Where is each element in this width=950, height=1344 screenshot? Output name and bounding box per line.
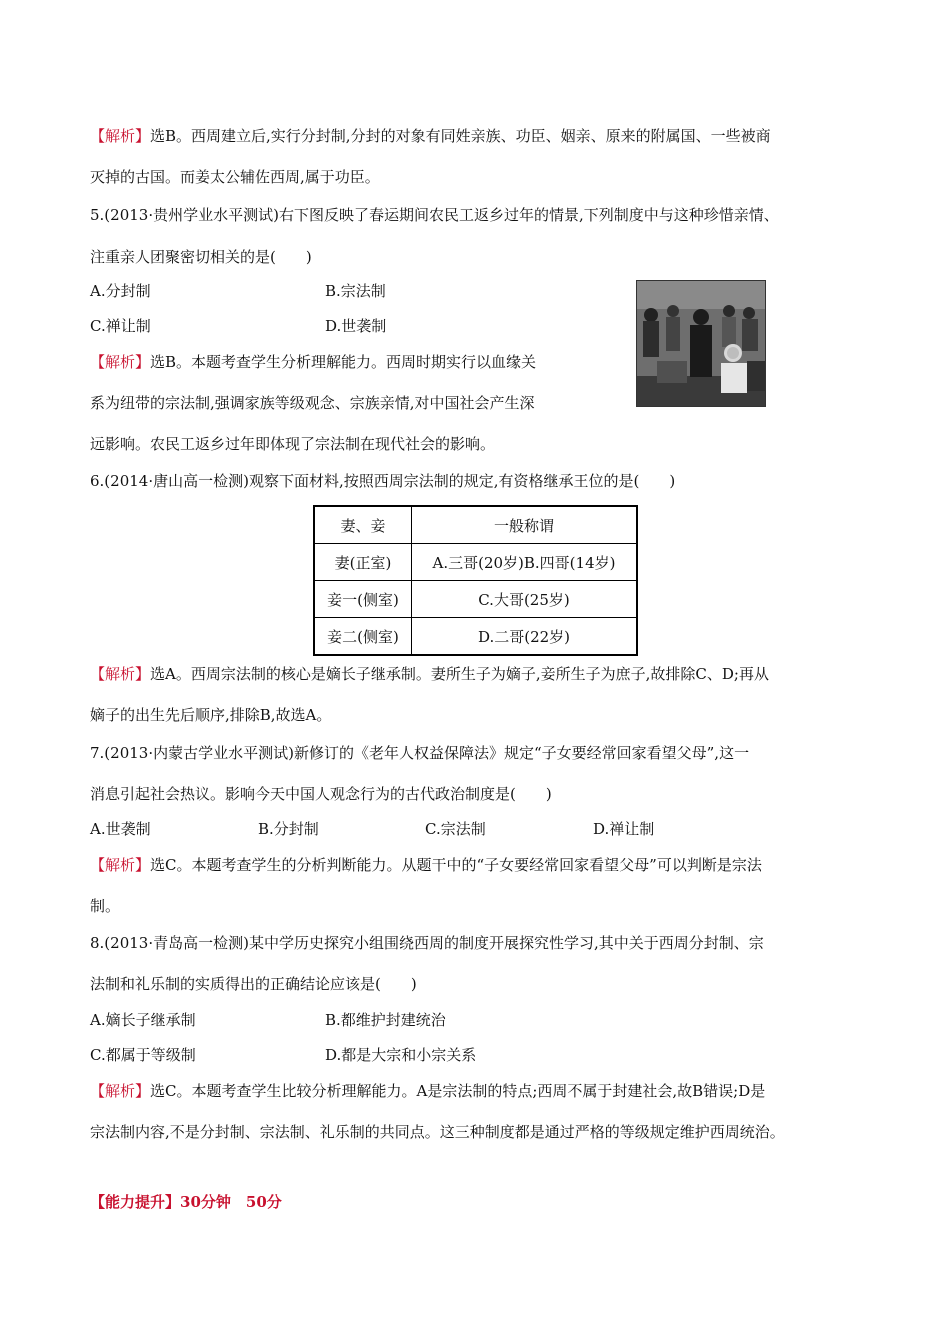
- q5-analysis-line-1: 【解析】选B。本题考查学生分析理解能力。西周时期实行以血缘关: [90, 353, 537, 371]
- q5-option-d: D.世袭制: [325, 317, 387, 335]
- section-time: 30分钟 50分: [180, 1193, 282, 1211]
- q6-stem: 6.(2014·唐山高一检测)观察下面材料,按照西周宗法制的规定,有资格继承王位的是( ): [90, 472, 676, 490]
- analysis-tag: 【解析】: [90, 353, 151, 371]
- analysis-tag: 【解析】: [90, 1082, 151, 1100]
- q8-analysis-line-1: 【解析】选C。本题考查学生比较分析理解能力。A是宗法制的特点;西周不属于封建社会,故B错误;D是: [90, 1082, 766, 1100]
- q5-option-b: B.宗法制: [325, 282, 386, 300]
- q5-option-a: A.分封制: [90, 282, 151, 300]
- q7-option-b: B.分封制: [258, 820, 319, 838]
- q7-stem-line-2: 消息引起社会热议。影响今天中国人观念行为的古代政治制度是( ): [90, 785, 552, 803]
- q8-option-c: C.都属于等级制: [90, 1046, 196, 1064]
- table-cell: C.大哥(25岁): [412, 581, 638, 618]
- table-row: [314, 618, 637, 656]
- q8-option-b: B.都维护封建统治: [325, 1011, 446, 1029]
- q7-option-d: D.禅让制: [593, 820, 655, 838]
- q8-stem-line-1: 8.(2013·青岛高一检测)某中学历史探究小组围绕西周的制度开展探究性学习,其中关于西周分封制、宗: [90, 934, 764, 952]
- q8-analysis-line-2: 宗法制内容,不是分封制、宗法制、礼乐制的共同点。这三种制度都是通过严格的等级规定维护西周统治。: [90, 1123, 785, 1141]
- section-tag: 【能力提升】: [90, 1193, 181, 1211]
- table-cell: D.二哥(22岁): [412, 618, 638, 656]
- q8-option-a: A.嫡长子继承制: [90, 1011, 196, 1029]
- q5-analysis-line-3: 远影响。农民工返乡过年即体现了宗法制在现代社会的影响。: [90, 435, 496, 453]
- q5-stem-line-2: 注重亲人团聚密切相关的是( ): [90, 248, 312, 266]
- q7-option-a: A.世袭制: [90, 820, 151, 838]
- analysis-tag: 【解析】: [90, 856, 151, 874]
- crowd-photo-illustration: [637, 281, 765, 406]
- table-header-row: [314, 506, 637, 544]
- table-cell: 妻(正室): [314, 544, 412, 581]
- analysis-tag: 【解析】: [90, 665, 151, 683]
- q4-analysis-line-1: 【解析】选B。西周建立后,实行分封制,分封的对象有同姓亲族、功臣、姻亲、原来的附属国、一些被商: [90, 127, 771, 145]
- q7-analysis-line-2: 制。: [90, 897, 121, 915]
- table-row: [314, 544, 637, 581]
- analysis-tag: 【解析】: [90, 127, 151, 145]
- q5-option-c: C.禅让制: [90, 317, 151, 335]
- succession-table: [313, 505, 638, 656]
- q7-option-c: C.宗法制: [425, 820, 486, 838]
- q7-stem-line-1: 7.(2013·内蒙古学业水平测试)新修订的《老年人权益保障法》规定“子女要经常回家看望父母”,这一: [90, 744, 750, 762]
- table-row: [314, 581, 637, 618]
- migrant-workers-photo: [636, 280, 766, 407]
- q6-analysis-line-2: 嫡子的出生先后顺序,排除B,故选A。: [90, 706, 332, 724]
- table-cell: 妾二(侧室): [314, 618, 412, 656]
- q5-analysis-line-2: 系为纽带的宗法制,强调家族等级观念、宗族亲情,对中国社会产生深: [90, 394, 535, 412]
- q4-analysis-line-2: 灭掉的古国。而姜太公辅佐西周,属于功臣。: [90, 168, 380, 186]
- section-heading: [90, 1192, 282, 1212]
- q8-stem-line-2: 法制和礼乐制的实质得出的正确结论应该是( ): [90, 975, 417, 993]
- table-cell: A.三哥(20岁)B.四哥(14岁): [412, 544, 638, 581]
- q8-option-d: D.都是大宗和小宗关系: [325, 1046, 477, 1064]
- table-cell: 妾一(侧室): [314, 581, 412, 618]
- table-header-cell: 妻、妾: [314, 506, 412, 544]
- q5-stem-line-1: 5.(2013·贵州学业水平测试)右下图反映了春运期间农民工返乡过年的情景,下列制度中与这种珍惜亲情、: [90, 206, 779, 224]
- table-header-cell: 一般称谓: [412, 506, 638, 544]
- q7-analysis-line-1: 【解析】选C。本题考查学生的分析判断能力。从题干中的“子女要经常回家看望父母”可以判断是宗法: [90, 856, 762, 874]
- q6-analysis-line-1: 【解析】选A。西周宗法制的核心是嫡长子继承制。妻所生子为嫡子,妾所生子为庶子,故排除C、D;再从: [90, 665, 769, 683]
